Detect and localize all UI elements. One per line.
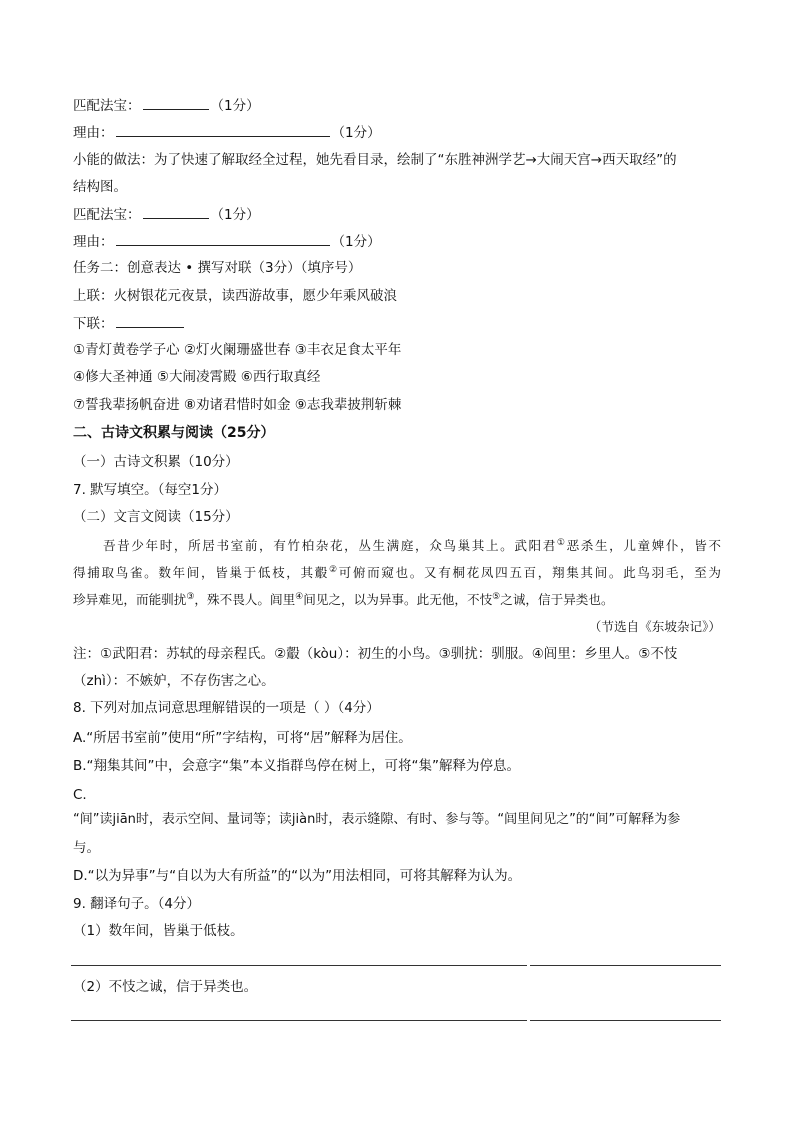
reason-line-1 [73,123,381,142]
lower-couplet-line [73,314,186,333]
passage-text: 得捕取鸟雀。数年间，皆巢于低枝，其鷇 [73,565,329,580]
passage-text: 珍异难见，而能驯扰 [73,592,187,607]
note-marker: ② [328,564,339,575]
passage-text: 之诚，信于异类也。 [500,592,614,607]
classical-text-line [73,532,721,559]
couplet-options-3: ⑦誓我辈扬帆奋进 ⑧劝诸君惜时如金 ⑨志我辈披荆斩棘 [73,397,402,413]
section-heading: 二、古诗文积累与阅读（25分） [73,425,275,441]
question-8-stem: 8. 下列对加点词意思理解错误的一项是（ ）（4分） [73,700,380,716]
match-label: 匹配法宝： [73,207,141,223]
task-two-heading: 任务二：创意表达 • 撰写对联（3分）（填序号） [73,260,362,276]
score: （1分） [210,98,260,114]
note-marker: ⑤ [492,591,501,602]
note-marker: ③ [186,591,195,602]
reason-label: 理由： [73,234,114,250]
reason-line-2 [73,232,381,251]
xiaoneng-text: 小能的做法：为了快速了解取经全过程，她先看目录，绘制了“东胜神洲学艺→大闹天宫→西天取经”的 [73,152,677,168]
notes-line: 注：①武阳君：苏轼的母亲程氏。②鷇（kòu）：初生的小鸟。③驯扰：驯服。④闾里：乡里人。⑤不忮 [73,646,678,662]
lower-couplet-label: 下联： [73,316,114,332]
part-two-heading: （二）文言文阅读（15分） [73,509,239,525]
answer-line[interactable] [71,1020,527,1021]
passage-text: 吾昔少年时，所居书室前，有竹柏杂花，丛生满庭，众鸟巢其上。武阳君 [103,538,557,553]
xiaoneng-text-cont: 结构图。 [73,179,127,195]
match-line-2 [73,205,260,224]
answer-blank[interactable] [116,123,330,137]
question-9-stem: 9. 翻译句子。（4分） [73,896,201,912]
sentence-2: （2）不忮之诚，信于异类也。 [73,979,258,995]
option-c-text-cont: 与。 [73,840,100,856]
sentence-1: （1）数年间，皆巢于低枝。 [73,923,244,939]
option-c-label: C. [73,787,87,803]
answer-blank[interactable] [116,232,330,246]
match-line-1 [73,96,260,115]
couplet-options-2: ④修大圣神通 ⑤大闹凌霄殿 ⑥西行取真经 [73,369,321,385]
passage-text: 可俯而窥也。又有桐花凤四五百，翔集其间。此鸟羽毛，至为 [338,565,721,580]
option-d: D.“以为异事”与“自以为大有所益”的“以为”用法相同，可将其解释为认为。 [73,868,522,884]
passage-text: 间见之，以为异事。此无他，不忮 [303,592,493,607]
option-a: A.“所居书室前”使用“所”字结构，可将“居”解释为居住。 [73,730,412,746]
answer-blank[interactable] [116,314,184,328]
score: （1分） [210,207,260,223]
passage-source: （节选自《东坡杂记》） [588,619,721,634]
answer-line[interactable] [530,965,721,966]
passage-text: 恶杀生，儿童婢仆，皆不 [566,538,722,553]
part-one-heading: （一）古诗文积累（10分） [73,454,239,470]
answer-blank[interactable] [143,96,209,110]
note-marker: ① [556,537,567,548]
classical-text-line [73,559,721,586]
answer-line[interactable] [530,1020,721,1021]
question-7: 7. 默写填空。（每空1分） [73,482,228,498]
classical-text-line [73,586,721,613]
passage-text: ，殊不畏人。闾里 [194,592,296,607]
match-label: 匹配法宝： [73,98,141,114]
option-c-text: “间”读jiān时，表示空间、量词等；读jiàn时，表示缝隙、有时、参与等。“闾里间见之”的“间”可解释为参 [73,812,681,827]
score: （1分） [331,125,381,141]
notes-line-cont: （zhì）：不嫉妒，不存伤害之心。 [73,673,275,689]
answer-blank[interactable] [143,205,209,219]
upper-couplet: 上联：火树银花元夜景，读西游故事，愿少年乘风破浪 [73,288,397,304]
reason-label: 理由： [73,125,114,141]
note-marker: ④ [295,591,304,602]
option-b: B.“翔集其间”中，会意字“集”本义指群鸟停在树上，可将“集”解释为停息。 [73,758,521,774]
answer-line[interactable] [71,965,527,966]
score: （1分） [331,234,381,250]
couplet-options-1: ①青灯黄卷学子心 ②灯火阑珊盛世春 ③丰衣足食太平年 [73,342,402,358]
